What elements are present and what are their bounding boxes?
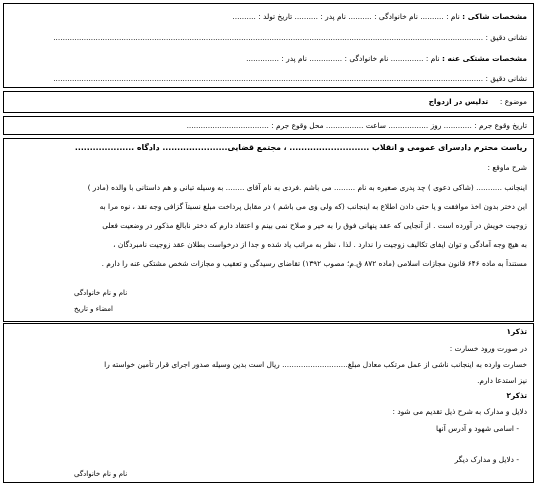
defendant-address: نشانی دقیق : .......................................................................................................................................................................................	[53, 74, 527, 83]
defendant-details-line	[10, 54, 527, 64]
footer-name-label: نام و نام خانوادگی	[74, 470, 128, 478]
note1-line-2: خسارت وارده به اینجانب ناشی از عمل مرتکب معادل مبلغ............................ ریال است بدین وسیله صدور اجرای قرار تأمین خواسته را	[104, 360, 527, 369]
signature-date-label: امضاء و تاریخ	[74, 305, 113, 313]
notes-section	[3, 323, 534, 483]
note2-item-other-evidence: - دلایل و مدارک دیگر	[454, 455, 519, 464]
defendant-details-title: مشخصات مشتکی عنه :	[441, 54, 527, 63]
subject-label: موضوع :	[499, 97, 527, 106]
description-line-3: زوجیت خویش در آورده است . از آنجایی که عقد پنهانی فوق را به خیر و صلاح نمی بینم و اعتقاد دارم که دختر نابالغ مذکور در وضعیت فعلی	[102, 221, 527, 230]
court-heading: ریاست محترم دادسرای عمومی و انقلاب ........................... ، مجتمع قضایی...................... دادگاه ....................	[74, 143, 527, 152]
complainant-fields: نام : .......... نام خانوادگی : .......... نام پدر : .......... تاریخ تولد : ..........	[232, 12, 460, 21]
description-line-5: مستنداً به ماده ۶۴۶ قانون مجازات اسلامی (ماده ۸۷۲ ق.م؛ مصوب ۱۳۹۲) تقاضای رسیدگی و تعقیب و مجازات شخص مشتکی عنه را دارم .	[101, 259, 527, 268]
subject-value: تدلیس در ازدواج	[428, 97, 489, 106]
complaint-body-section	[3, 138, 534, 322]
incident-section	[3, 116, 534, 135]
note2-item-witnesses: - اسامی شهود و آدرس آنها	[435, 424, 519, 433]
note2-title: تذکر۲	[506, 391, 527, 400]
note2-intro: دلایل و مدارک به شرح ذیل تقدیم می شود :	[392, 407, 527, 416]
note1-line-3: نیز استدعا دارم.	[477, 376, 527, 385]
note1-title: تذکر۱	[506, 327, 527, 336]
complainant-details-line	[10, 12, 527, 22]
complainant-details-title: مشخصات شاکی :	[462, 12, 527, 21]
parties-section	[3, 3, 534, 88]
description-line-2: این دختر بدون اخذ موافقت و یا حتی دادن اطلاع به اینجانب (که ولی وی می باشم ) در مقابل پرداخت مبلغ نسبتاً گزافی وجه نقد ، نوه مرا به	[99, 202, 527, 211]
subject-section	[3, 91, 534, 113]
signer-name-label: نام و نام خانوادگی	[74, 289, 128, 297]
incident-line: تاریخ وقوع جرم : ............ روز ................. ساعت ................ محل وقوع جرم : ...................................	[186, 121, 527, 130]
description-label: شرح ماوقع :	[487, 163, 527, 172]
complainant-address: نشانی دقیق : .......................................................................................................................................................................................	[53, 33, 527, 42]
subject-line	[10, 97, 527, 107]
description-line-4: به هیچ وجه آمادگی و توان ایفای تکالیف زوجیت را ندارد . لذا ، نظر به مراتب یاد شده و جدا از درخواست بطلان عقد زوجیت نامبردگان ،	[113, 240, 527, 249]
description-line-1: اینجانب ........... (شاکی دعوی ) چد پدری صغیره به نام ......... می باشم .فردی به نام آقای ........ به وسیله تبانی و هم داستانی با والده (مادر )	[87, 183, 527, 192]
defendant-fields: نام : .............. نام خانوادگی : .............. نام پدر : ..............	[246, 54, 440, 63]
note1-line-1: در صورت ورود خسارت :	[449, 344, 527, 353]
